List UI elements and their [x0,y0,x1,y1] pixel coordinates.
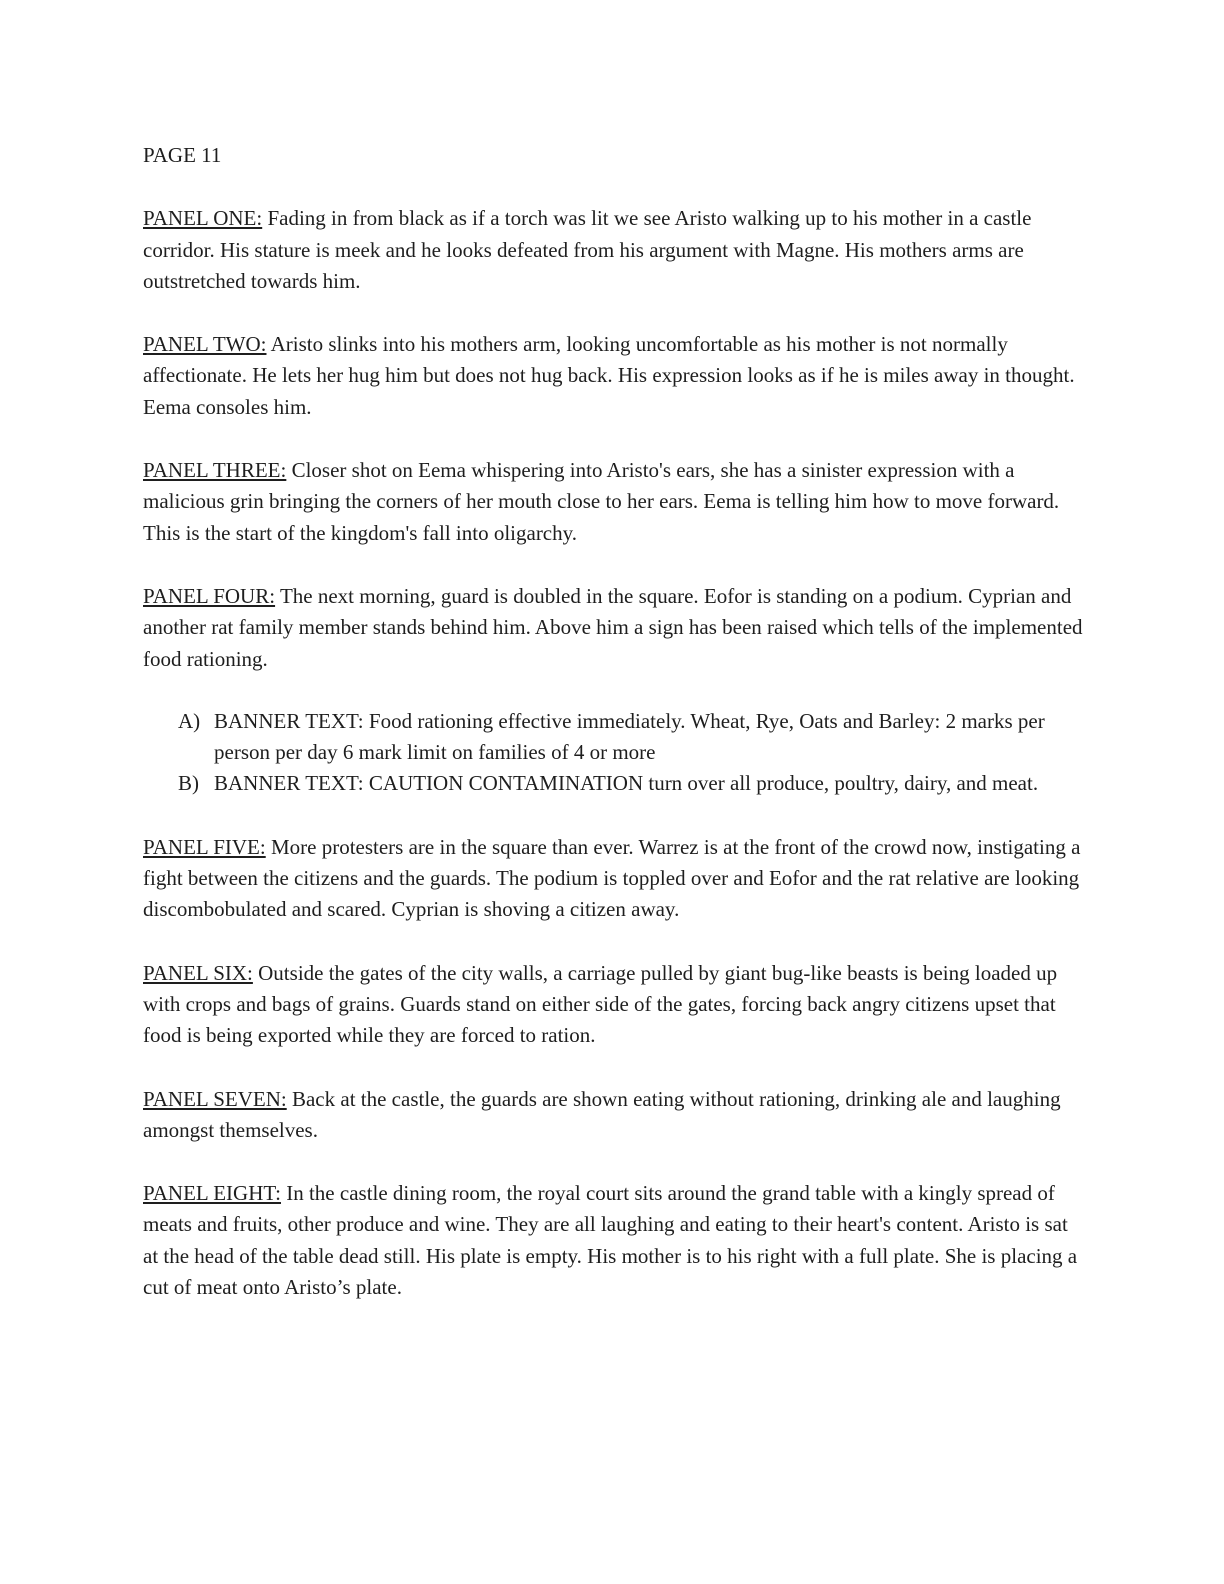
banner-text-item [143,768,1083,799]
panel-one [143,203,1083,297]
panel-one-label: PANEL ONE: [143,206,263,231]
banner-text-content: BANNER TEXT: CAUTION CONTAMINATION turn over all produce, poultry, dairy, and meat. [214,771,1039,796]
panel-four-label: PANEL FOUR: [143,583,276,608]
panel-seven [143,1084,1083,1147]
panel-eight-label: PANEL EIGHT: [143,1181,281,1206]
panel-two-text: Aristo slinks into his mothers arm, looking uncomfortable as his mother is not normally affectionate. He lets her hug him but does not hug back. His expression looks as if he is miles away in thought. Eema consoles him. [143,332,1075,419]
panel-one-text: Fading in from black as if a torch was lit we see Aristo walking up to his mother in a castle corridor. His stature is meek and he looks defeated from his argument with Magne. His mothers arms are outstretched towards him. [143,206,1032,293]
panel-five [143,832,1083,926]
script-page [143,140,1083,1335]
panel-two-label: PANEL TWO: [143,332,267,357]
panel-seven-label: PANEL SEVEN: [143,1086,287,1111]
panel-six-label: PANEL SIX: [143,960,253,985]
banner-text-marker: A) [178,708,201,733]
panel-six [143,958,1083,1052]
banner-text-item [143,706,1083,769]
banner-text-content: BANNER TEXT: Food rationing effective immediately. Wheat, Rye, Oats and Barley: 2 marks per person per day 6 mark limit on families of 4 or more [214,708,1045,765]
page-heading: PAGE 11 [143,143,222,167]
panel-three-label: PANEL THREE: [143,458,287,483]
banner-text-list [143,706,1083,800]
panel-two [143,329,1083,423]
panel-four-text: The next morning, guard is doubled in the square. Eofor is standing on a podium. Cyprian and another rat family member stands behind him. Above him a sign has been raised which tells of the implemented food rationing. [143,583,1083,671]
panel-seven-text: Back at the castle, the guards are shown eating without rationing, drinking ale and laughing amongst themselves. [143,1086,1061,1142]
banner-text-marker: B) [178,771,199,796]
panel-three-text: Closer shot on Eema whispering into Aristo's ears, she has a sinister expression with a malicious grin bringing the corners of her mouth close to her ears. Eema is telling him how to move forward. This is the start of the kingdom's fall into oligarchy. [143,458,1060,545]
panel-eight-text: In the castle dining room, the royal court sits around the grand table with a kingly spread of meats and fruits, other produce and wine. They are all laughing and eating to their heart's content. Aristo is sat at the head of the table dead still. His plate is empty. His mother is to his right with a full plate. She is placing a cut of meat onto Aristo’s plate. [143,1181,1078,1300]
panel-three [143,455,1083,549]
panel-eight [143,1178,1083,1303]
panel-six-text: Outside the gates of the city walls, a carriage pulled by giant bug-like beasts is being loaded up with crops and bags of grains. Guards stand on either side of the gates, forcing back angry citizens upset that food is being exported while they are forced to ration. [143,960,1058,1048]
panel-four [143,581,1083,675]
panel-five-text: More protesters are in the square than ever. Warrez is at the front of the crowd now, instigating a fight between the citizens and the guards. The podium is toppled over and Eofor and the rat relative are looking discombobulated and scared. Cyprian is shoving a citizen away. [143,834,1081,922]
panel-five-label: PANEL FIVE: [143,834,266,859]
